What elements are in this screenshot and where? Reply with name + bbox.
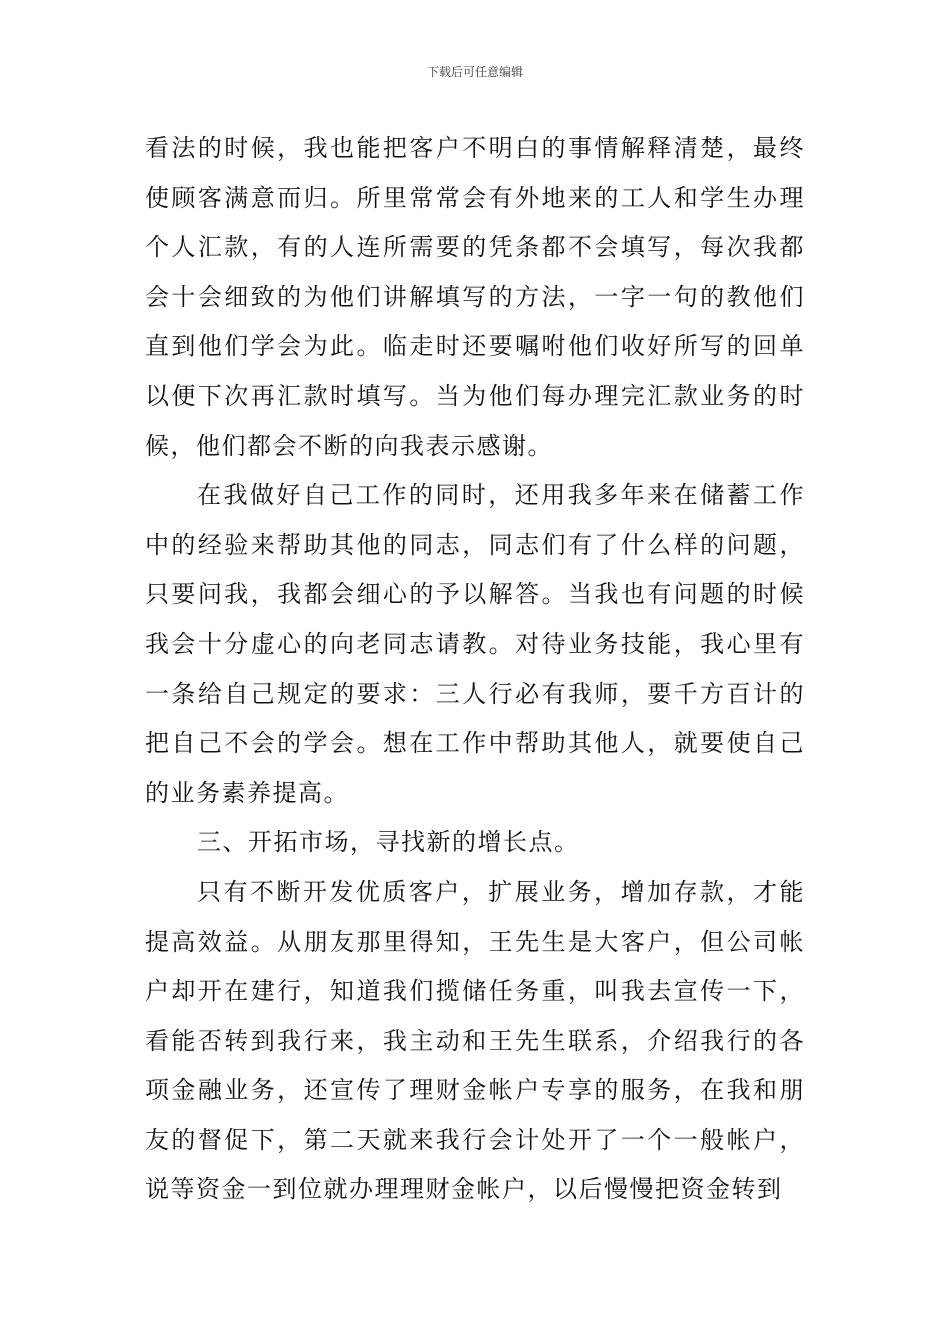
- document-body: [145, 124, 805, 1215]
- paragraph-market-expansion: 只有不断开发优质客户，扩展业务，增加存款，才能提高效益。从朋友那里得知，王先生是大客户，但公司帐户却开在建行，知道我们揽储任务重，叫我去宣传一下，看能否转到我行来，我主动和王先生联系，介绍我行的各项金融业务，还宣传了理财金帐户专享的服务，在我和朋友的督促下，第二天就来我行会计处开了一个一般帐户，说等资金一到位就办理理财金帐户，以后慢慢把资金转到: [145, 877, 805, 1204]
- page-header: 下载后可任意编辑: [426, 65, 523, 79]
- paragraph-continued: 看法的时候，我也能把客户不明白的事情解释清楚，最终使顾客满意而归。所里常常会有外地来的工人和学生办理个人汇款，有的人连所需要的凭条都不会填写，每次我都会十会细致的为他们讲解填写的方法，一字一句的教他们直到他们学会为此。临走时还要嘱咐他们收好所写的回单以便下次再汇款时填写。当为他们每办理完汇款业务的时候，他们都会不断的向我表示感谢。: [145, 134, 805, 460]
- paragraph-helping-colleagues: 在我做好自己工作的同时，还用我多年来在储蓄工作中的经验来帮助其他的同志，同志们有了什么样的问题，只要问我，我都会细心的予以解答。当我也有问题的时候我会十分虚心的向老同志请教。对待业务技能，我心里有一条给自己规定的要求：三人行必有我师，要千方百计的把自己不会的学会。想在工作中帮助其他人，就要使自己的业务素养提高。: [145, 481, 805, 807]
- section-heading: 三、开拓市场，寻找新的增长点。: [197, 828, 580, 857]
